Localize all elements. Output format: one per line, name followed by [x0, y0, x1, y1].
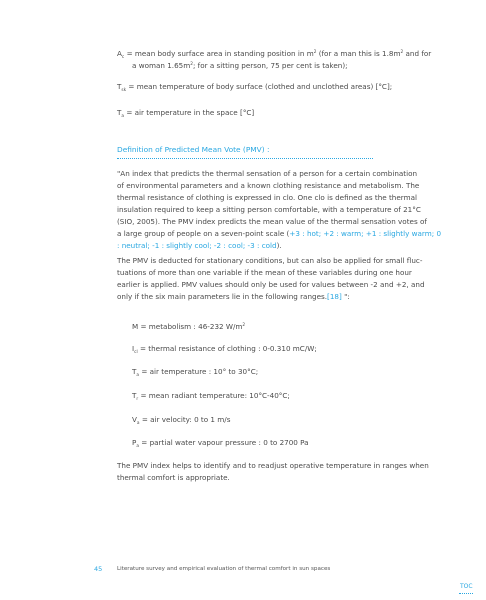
paragraph-line: The PMV index helps to identify and to readjust operative temperature in ranges when [117, 461, 429, 470]
toc-link[interactable]: TOC [460, 583, 473, 590]
subscript: a [136, 421, 140, 426]
range-metabolism [132, 320, 245, 333]
symbol: T [132, 367, 137, 376]
range-text: M = metabolism : 46-232 W/m [132, 322, 243, 331]
symbol: T [117, 108, 122, 117]
range-text: = thermal resistance of clothing : 0-0.310 mC/W; [137, 344, 317, 353]
paragraph-line [117, 228, 442, 240]
subscript: a [121, 114, 125, 119]
paragraph-line: earlier is applied. PMV values should only be used for values between -2 and +2, and [117, 280, 425, 289]
pmv-application-paragraph [117, 255, 425, 303]
paragraph-line [117, 291, 379, 303]
range-text: = air velocity: 0 to 1 m/s [139, 415, 231, 424]
definition-text: a woman 1.65m [132, 61, 191, 70]
symbol: T [132, 391, 137, 400]
paragraph-line: "An index that predicts the thermal sensation of a person for a certain combination [117, 169, 418, 178]
symbol: P [132, 438, 137, 447]
subscript: sk [121, 88, 127, 93]
definition-text: (for a man this is 1.8m [316, 49, 401, 58]
definition-text: = mean body surface area in standing position in m [124, 49, 314, 58]
paragraph-line: insulation required to keep a sitting person comfortable, with a temperature of 21°C [117, 205, 421, 214]
definition-ta [117, 107, 254, 123]
paragraph-line: (SIO, 2005). The PMV index predicts the mean value of the thermal sensation votes of [117, 217, 427, 226]
paragraph-line: The PMV is deducted for stationary conditions, but can also be applied for small fluc- [117, 256, 423, 265]
range-air-temperature [132, 366, 258, 382]
superscript: 2 [400, 50, 404, 55]
subscript: a [136, 373, 140, 378]
superscript: 2 [190, 62, 193, 67]
definition-text: = air temperature in the space [°C] [124, 108, 255, 117]
range-air-velocity [132, 414, 230, 430]
symbol: A [117, 49, 122, 58]
paragraph-line: of environmental parameters and a known clothing resistance and metabolism. The [117, 181, 420, 190]
definition-text: = mean temperature of body surface (clothed and unclothed areas) [°C]; [126, 82, 393, 91]
range-vapour-pressure [132, 437, 309, 453]
paragraph-line: thermal resistance of clothing is expressed in clo. One clo is defined as the thermal [117, 193, 417, 202]
definition-tsk [117, 81, 392, 97]
superscript: 2 [242, 323, 246, 328]
paragraph-line: tuations of more than one variable if the mean of these variables during one hour [117, 268, 412, 277]
paragraph-line [117, 240, 379, 252]
symbol: T [117, 82, 122, 91]
toc-underline [459, 593, 473, 594]
scale-values: +3 : hot; +2 : warm; +1 : slightly warm; 0 [289, 229, 442, 238]
paragraph-text: ": [341, 292, 350, 301]
definition-text: ; for a sitting person, 75 per cent is taken); [192, 61, 348, 70]
paragraph-text: a large group of people on a seven-point scale ( [117, 229, 290, 238]
subscript: c [121, 55, 125, 60]
range-clothing [132, 343, 317, 359]
symbol: V [132, 415, 137, 424]
superscript: 2 [313, 50, 317, 55]
pmv-definition-paragraph [117, 168, 442, 252]
range-text: = partial water vapour pressure : 0 to 2700 Pa [138, 438, 309, 447]
subscript: a [136, 444, 139, 449]
heading-divider [117, 158, 373, 159]
subscript: r [136, 397, 139, 402]
symbol: I [132, 344, 135, 353]
range-text: = mean radiant temperature: 10°C-40°C; [138, 391, 290, 400]
running-footer-title: Literature survey and empirical evaluation of thermal comfort in sun spaces [117, 566, 331, 572]
section-heading: Definition of Predicted Mean Vote (PMV) : [117, 145, 270, 154]
citation-link[interactable]: [18] [327, 292, 342, 301]
paragraph-line: thermal comfort is appropriate. [117, 473, 230, 482]
paragraph-text: ). [276, 241, 282, 250]
page-number: 45 [94, 565, 103, 573]
subscript: cl [134, 350, 138, 355]
paragraph-text: only if the six main parameters lie in the following ranges. [117, 292, 328, 301]
closing-paragraph [117, 460, 429, 484]
definition-ac-continued [132, 59, 348, 72]
scale-values: : neutral; -1 : slightly cool; -2 : cool; -3 : cold [117, 241, 277, 250]
range-text: = air temperature : 10° to 30°C; [139, 367, 259, 376]
definition-text: and for [403, 49, 432, 58]
range-radiant-temperature [132, 390, 290, 406]
